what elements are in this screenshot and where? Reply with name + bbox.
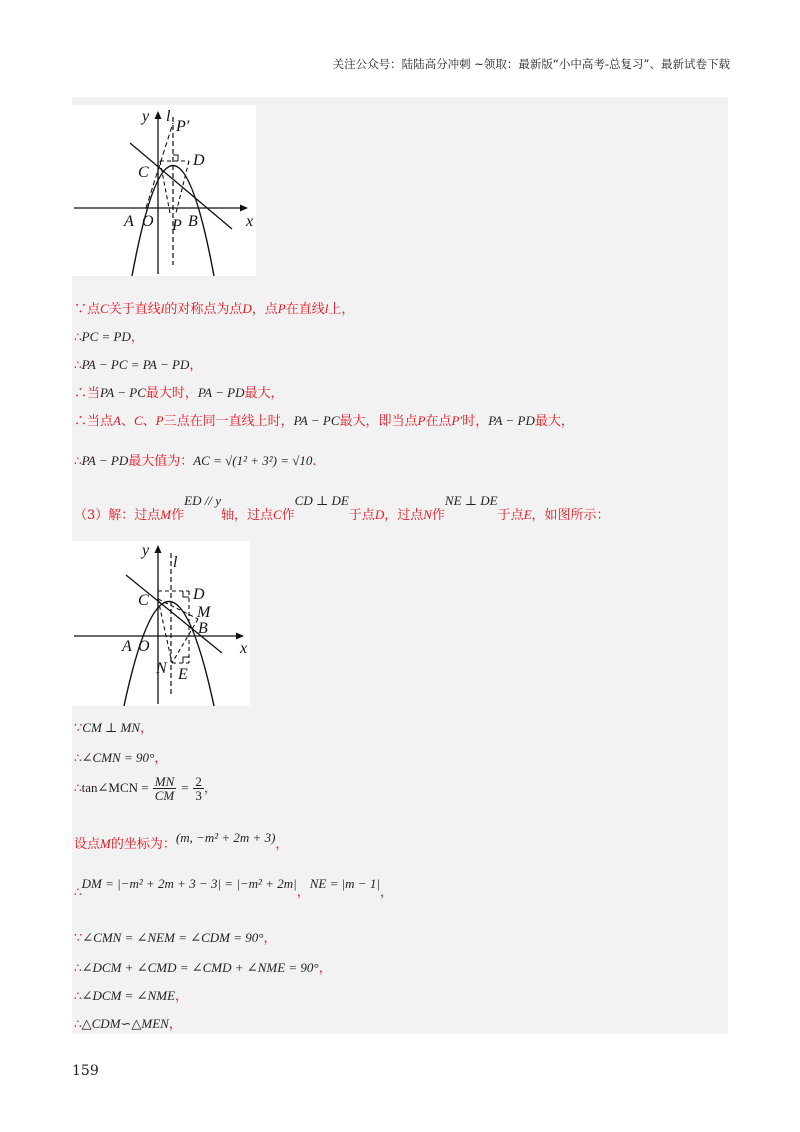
line-point-m-coords: 设点M的坐标为：(m, −m² + 2m + 3)， bbox=[74, 830, 289, 852]
line-collinear: ∴当点A、C、P三点在同一直线上时，PA − PC最大，即当点P在点P′时，PA − PD最大， bbox=[74, 413, 574, 429]
x-axis-arrow bbox=[236, 633, 244, 640]
dashed-c-m bbox=[158, 599, 198, 619]
right-angle-mark-e bbox=[183, 657, 189, 663]
line-max-value: ∴PA − PD最大值为：AC = √(1² + 3²) = √10. bbox=[74, 453, 317, 469]
label-o: O bbox=[138, 638, 150, 655]
line-symmetric-point: ∵点C关于直线l的对称点为点D，点P在直线l上， bbox=[74, 301, 355, 317]
label-o: O bbox=[142, 213, 154, 230]
label-l: l bbox=[166, 108, 171, 125]
dashed-c-n bbox=[158, 599, 172, 663]
y-axis-arrow bbox=[155, 111, 162, 119]
page-number: 159 bbox=[72, 1063, 99, 1079]
line-pc-pd: ∴PC = PD， bbox=[74, 329, 144, 345]
line-angle-sum: ∴∠DCM + ∠CMD = ∠CMD + ∠NME = 90°， bbox=[74, 960, 332, 976]
line-tan-mcn: ∴tan∠MCN = $\frac{MN}{CM}$ = $\frac{2}{3}$ ， bbox=[74, 774, 217, 803]
label-e: E bbox=[178, 666, 188, 683]
line-max-condition: ∴当PA − PC最大时，PA − PD最大， bbox=[74, 385, 284, 401]
label-b: B bbox=[188, 213, 198, 230]
line-angle-equal: ∴∠DCM = ∠NME， bbox=[74, 988, 189, 1004]
line-right-angles: ∵∠CMN = ∠NEM = ∠CDM = 90°， bbox=[74, 930, 277, 946]
y-axis-arrow bbox=[155, 545, 162, 553]
label-l: l bbox=[173, 554, 178, 571]
dashed-a-pprime bbox=[146, 123, 173, 208]
x-axis-arrow bbox=[240, 205, 248, 212]
label-x: x bbox=[240, 640, 248, 657]
part-3-intro: （3）解：过点M作ED // y轴，过点C作CD ⊥ DE于点D，过点N作NE ⊥ DE于点E，如图所示： bbox=[74, 493, 610, 523]
label-n: N bbox=[156, 660, 167, 677]
parabola-diagram-1 bbox=[72, 105, 256, 276]
label-d: D bbox=[193, 152, 205, 169]
parabola-diagram-2 bbox=[72, 541, 250, 706]
line-dm-ne: ∴DM = |−m² + 2m + 3 − 3| = |−m² + 2m|，NE = |m − 1|， bbox=[74, 876, 393, 900]
label-c: C bbox=[138, 592, 149, 609]
figure-2 bbox=[72, 541, 250, 706]
label-m: M bbox=[197, 604, 211, 621]
figure-1 bbox=[72, 105, 256, 276]
dashed-m-n bbox=[172, 619, 198, 663]
label-a: A bbox=[124, 213, 134, 230]
label-y: y bbox=[142, 108, 150, 125]
label-p: P bbox=[172, 217, 182, 234]
right-angle-mark-d bbox=[183, 591, 189, 597]
line-angle-cmn: ∴∠CMN = 90°， bbox=[74, 750, 168, 766]
label-d: D bbox=[193, 586, 205, 603]
line-similar-triangles: ∴△CDM∽△MEN， bbox=[74, 1016, 182, 1032]
dashed-p-c bbox=[160, 161, 170, 213]
line-pa-pc: ∴PA − PC = PA − PD， bbox=[74, 357, 203, 373]
label-x: x bbox=[246, 213, 254, 230]
label-y: y bbox=[142, 542, 150, 559]
label-pprime: P′ bbox=[176, 118, 190, 135]
solution-panel bbox=[72, 97, 728, 1034]
fraction-2-3: $\frac{2}{3}$ bbox=[195, 774, 202, 803]
label-b: B bbox=[198, 620, 208, 637]
page-header: 关注公众号：陆陆高分冲刺 ~领取：最新版“小中高考-总复习”、最新试卷下载 bbox=[332, 57, 730, 71]
label-c: C bbox=[138, 164, 149, 181]
right-angle-mark bbox=[173, 155, 178, 161]
line-cm-perp-mn: ∵CM ⊥ MN， bbox=[74, 720, 154, 736]
fraction-mn-cm: $\frac{MN}{CM}$ bbox=[154, 774, 175, 803]
label-a: A bbox=[122, 638, 132, 655]
